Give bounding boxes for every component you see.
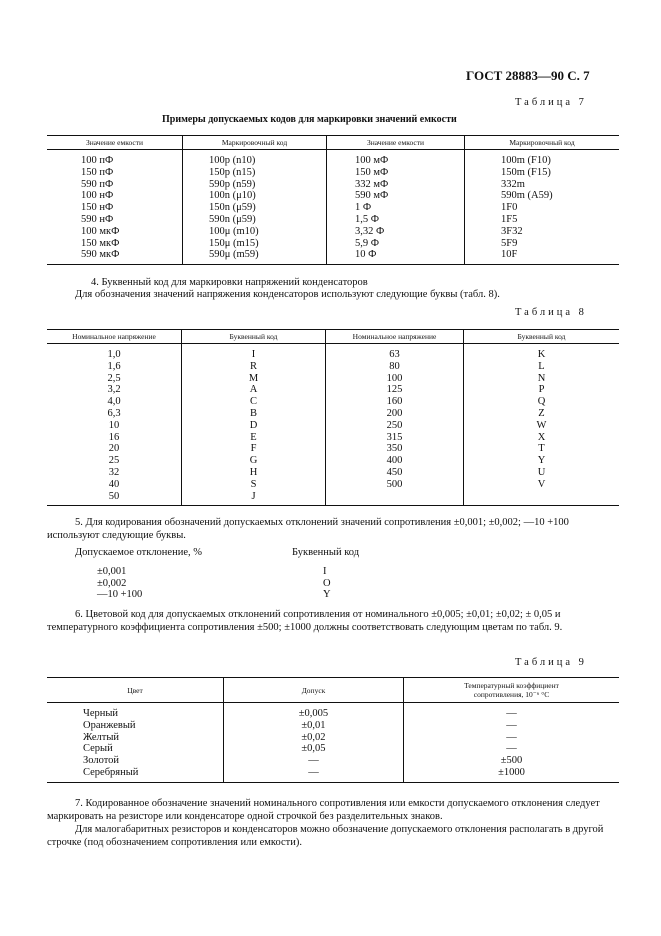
table8-row	[47, 361, 619, 373]
table8-cell: 350	[326, 443, 464, 455]
table7-cell: 590 мкФ	[47, 249, 183, 264]
table7-cell: 1 Ф	[327, 202, 465, 214]
table7-row	[47, 150, 619, 167]
table8-header: Номинальное напряжение	[326, 330, 464, 344]
table8-row	[47, 491, 619, 506]
table7-cell: 150p (n15)	[183, 167, 327, 179]
table9-row	[47, 720, 619, 732]
table7-cell: 100m (F10)	[465, 150, 620, 167]
table7-row	[47, 202, 619, 214]
table8-cell: 63	[326, 344, 464, 361]
table9-row	[47, 703, 619, 720]
table9-cell: —	[224, 755, 404, 767]
table8-label: Таблица 8	[515, 307, 587, 318]
table8-cell: 50	[47, 491, 182, 506]
table8-cell: Y	[464, 455, 620, 467]
table9-cell: Серебряный	[47, 767, 224, 782]
table8-cell: 20	[108, 443, 120, 455]
table7-cell: 1,5 Ф	[327, 214, 465, 226]
table9-cell: —	[404, 732, 620, 744]
table8-cell: V	[464, 479, 620, 491]
table9-row	[47, 732, 619, 744]
table7-cell: 1F0	[465, 202, 620, 214]
table7-cell: 590n (μ59)	[183, 214, 327, 226]
table7-cell: 100p (n10)	[183, 150, 327, 167]
section5-value: ±0,001	[97, 566, 127, 577]
table8-cell: 25	[108, 455, 120, 467]
table9-cell: —	[404, 703, 620, 720]
table8-header: Буквенный код	[182, 330, 326, 344]
section5-col2-header: Буквенный код	[292, 547, 360, 558]
table7-row	[47, 190, 619, 202]
table7-title: Примеры допускаемых кодов для маркировки значений емкости	[162, 114, 457, 125]
table8-cell: 32	[108, 466, 120, 478]
table9-cell: Серый	[83, 743, 113, 755]
table9-cell: —	[404, 720, 620, 732]
table8-cell: 4,0	[107, 396, 121, 408]
table7-cell: 100 нФ	[81, 190, 114, 202]
table8-cell: 2,5	[107, 372, 121, 384]
table7-cell: 332m	[465, 179, 620, 191]
table9-row	[47, 755, 619, 767]
table8-row	[47, 479, 619, 491]
table8-cell: 160	[326, 396, 464, 408]
table7-row	[47, 238, 619, 250]
section5-value: ±0,002	[97, 578, 127, 589]
table7-header: Маркировочный код	[465, 136, 620, 150]
table9-cell: ±0,02	[224, 732, 404, 744]
table8-cell: 3,2	[107, 384, 121, 396]
table8-cell: 16	[108, 431, 120, 443]
table7-cell: 590 пФ	[81, 178, 114, 190]
table9-cell: ±1000	[404, 767, 620, 782]
table8-cell: M	[182, 373, 326, 385]
table7-cell: 1F5	[465, 214, 620, 226]
table7-cell: 150n (μ59)	[183, 202, 327, 214]
table8-cell: F	[182, 443, 326, 455]
section5-code: O	[323, 578, 331, 589]
table8-cell: N	[464, 373, 620, 385]
table7-header: Маркировочный код	[183, 136, 327, 150]
section4-text: Для обозначения значений напряжения конденсаторов используют следующие буквы (табл. 8).	[75, 289, 500, 300]
table8-row	[47, 467, 619, 479]
table8-cell: X	[464, 432, 620, 444]
table9-header: Цвет	[127, 685, 143, 695]
table7	[47, 135, 619, 265]
table7-cell: 590μ (m59)	[183, 249, 327, 264]
section5-code: I	[323, 566, 327, 577]
table9	[47, 677, 619, 783]
table8	[47, 329, 619, 506]
table8-cell: 80	[326, 361, 464, 373]
table8-cell: D	[182, 420, 326, 432]
table7-cell: 100 мФ	[327, 150, 465, 167]
table8-cell: R	[182, 361, 326, 373]
table8-row	[47, 420, 619, 432]
table7-cell: 590 нФ	[81, 213, 114, 225]
table8-cell: P	[464, 384, 620, 396]
table9-cell: Черный	[83, 708, 119, 719]
table9-header-line1: Температурный коэффициент	[464, 681, 559, 690]
table7-cell: 332 мФ	[327, 179, 465, 191]
table8-cell: H	[182, 467, 326, 479]
table8-cell: L	[464, 361, 620, 373]
table8-cell: B	[182, 408, 326, 420]
table9-cell: Золотой	[83, 755, 120, 767]
table7-row	[47, 249, 619, 264]
table7-cell: 5F9	[465, 238, 620, 250]
table7-cell: 150 пФ	[81, 166, 114, 178]
table8-row	[47, 432, 619, 444]
table7-cell: 150 мкФ	[81, 237, 120, 249]
table7-cell: 590p (n59)	[183, 179, 327, 191]
table8-row	[47, 344, 619, 361]
table7-cell: 3F32	[465, 226, 620, 238]
table9-cell: ±0,005	[224, 703, 404, 720]
section5-code: Y	[323, 589, 331, 600]
section7-text2: Для малогабаритных резисторов и конденсаторов можно обозначение допускаемого отклонения располагать в другой строчке (под обозначением сопротивления или емкости).	[47, 824, 604, 848]
table8-row	[47, 384, 619, 396]
table8-cell: G	[182, 455, 326, 467]
table8-cell: E	[182, 432, 326, 444]
table9-cell: ±500	[404, 755, 620, 767]
table9-row	[47, 743, 619, 755]
table9-label: Таблица 9	[515, 657, 587, 668]
table7-cell: 10 Ф	[327, 249, 465, 264]
table8-cell: 500	[326, 479, 464, 491]
table8-cell: 1,6	[107, 360, 121, 372]
table8-row	[47, 408, 619, 420]
table8-cell	[464, 491, 620, 506]
section7-text1: 7. Кодированное обозначение значений номинального сопротивления или емкости допускаемого отклонения следует маркировать на резисторе или конденсаторе одной строчкой без разделительных знаков.	[47, 798, 600, 822]
table7-cell: 590m (A59)	[465, 190, 620, 202]
table7-cell: 5,9 Ф	[327, 238, 465, 250]
section4-heading: 4. Буквенный код для маркировки напряжений конденсаторов	[91, 277, 368, 288]
table8-cell: 200	[326, 408, 464, 420]
table7-cell: 100μ (m10)	[183, 226, 327, 238]
table7-cell: 150μ (m15)	[183, 238, 327, 250]
table8-cell: 400	[326, 455, 464, 467]
table7-cell: 100 мкФ	[81, 225, 120, 237]
table9-header: Допуск	[224, 678, 404, 703]
table8-row	[47, 443, 619, 455]
table9-cell: ±0,05	[224, 743, 404, 755]
table9-cell: —	[224, 767, 404, 782]
table8-row	[47, 373, 619, 385]
table8-cell: K	[464, 344, 620, 361]
table8-row	[47, 455, 619, 467]
table7-row	[47, 226, 619, 238]
table7-label: Таблица 7	[515, 97, 587, 108]
table7-header: Значение емкости	[327, 136, 465, 150]
table8-cell: J	[182, 491, 326, 506]
table8-cell: I	[182, 344, 326, 361]
table8-cell: 10	[108, 419, 120, 431]
table8-cell: U	[464, 467, 620, 479]
table7-row	[47, 167, 619, 179]
table8-cell: Z	[464, 408, 620, 420]
table8-cell	[326, 491, 464, 506]
section5-col1-header: Допускаемое отклонение, %	[75, 547, 202, 558]
table9-cell: —	[404, 743, 620, 755]
table8-cell: A	[182, 384, 326, 396]
table8-cell: T	[464, 443, 620, 455]
table9-header-tk	[404, 678, 620, 703]
table8-cell: 250	[326, 420, 464, 432]
table8-row	[47, 396, 619, 408]
table7-cell: 100n (μ10)	[183, 190, 327, 202]
table7-cell: 150m (F15)	[465, 167, 620, 179]
table7-cell: 150 нФ	[81, 202, 114, 214]
table9-cell: Оранжевый	[83, 719, 136, 731]
section6-text: 6. Цветовой код для допускаемых отклонений сопротивления от номинального ±0,005; ±0,01; ±0,02; ± 0,05 и температурного коэффициента сопротивления ±500; ±1000 должны соответствовать следующим цветам по табл. 9.	[47, 609, 563, 633]
table8-cell: 1,0	[107, 349, 121, 360]
table8-cell: Q	[464, 396, 620, 408]
table9-cell: Желтый	[83, 731, 120, 743]
table8-cell: 450	[326, 467, 464, 479]
table7-row	[47, 179, 619, 191]
table8-cell: 315	[326, 432, 464, 444]
table8-cell: 125	[326, 384, 464, 396]
table8-header: Буквенный код	[464, 330, 620, 344]
table7-cell: 10F	[465, 249, 620, 264]
table7-cell: 3,32 Ф	[327, 226, 465, 238]
table7-row	[47, 214, 619, 226]
table7-header: Значение емкости	[85, 138, 144, 147]
table8-cell: 6,3	[107, 407, 121, 419]
table7-cell: 150 мФ	[327, 167, 465, 179]
section5-text: 5. Для кодирования обозначений допускаемых отклонений значений сопротивления ±0,001; ±0,002; —10 +100 используют следующие буквы.	[47, 517, 569, 541]
page-header: ГОСТ 28883—90 С. 7	[466, 68, 590, 83]
table9-row	[47, 767, 619, 782]
table8-cell: S	[182, 479, 326, 491]
table8-cell: W	[464, 420, 620, 432]
table9-cell: ±0,01	[224, 720, 404, 732]
table9-header-line2: сопротивления, 10⁻⁶ °С	[473, 690, 550, 699]
table8-header: Номинальное напряжение	[72, 332, 156, 341]
table8-cell: 100	[326, 373, 464, 385]
table8-cell: C	[182, 396, 326, 408]
table7-cell: 100 пФ	[81, 155, 114, 166]
section5-value: —10 +100	[97, 589, 143, 600]
table7-cell: 590 мФ	[327, 190, 465, 202]
table8-cell: 40	[108, 478, 120, 490]
